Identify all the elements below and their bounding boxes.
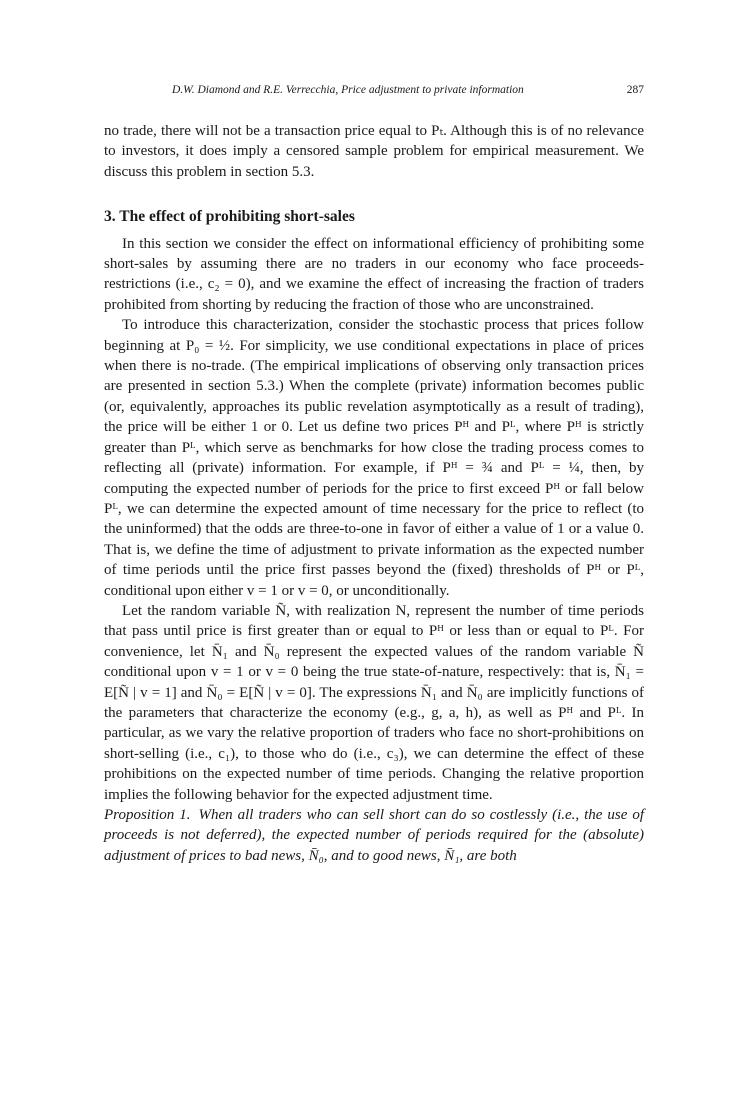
section-heading <box>104 207 644 227</box>
proposition-label: Proposition 1. <box>104 807 191 823</box>
paragraph-3: To introduce this characterization, consider the stochastic process that prices follow beginning at P₀ = ½. For simplicity, we use conditional expectations in place of prices when there is no-trade. (The empirical implications of observing only transaction prices are presented in section 5.3.) When the complete (private) information becomes public (or, equivalently, approaches its public revelation asymptotically as a result of trading), the price will be either 1 or 0. Let us define two prices Pᴴ and Pᴸ, where Pᴴ is strictly greater than Pᴸ, which serve as benchmarks for how close the trading process comes to reflecting all (private) information. For example, if Pᴴ = ¾ and Pᴸ = ¼, then, by computing the expected number of periods for the price to first exceed Pᴴ or fall below Pᴸ, we can determine the expected amount of time necessary for the price to reflect (to the uninformed) that the odds are three-to-one in favor of either a value of 1 or a value 0. That is, we define the time of adjustment to private information as the expected number of time periods until the price first passes beyond the (fixed) thresholds of Pᴴ or Pᴸ, conditional upon either v = 1 or v = 0, or unconditionally. <box>104 317 644 599</box>
running-head: D.W. Diamond and R.E. Verrecchia, Price adjustment to private information <box>172 84 524 96</box>
section-title: The effect of prohibiting short-sales <box>119 208 355 226</box>
page-number: 287 <box>626 84 644 96</box>
paragraph-2: In this section we consider the effect on informational efficiency of prohibiting some short-sales by assuming there are no traders in our economy who face proceeds-restrictions (i.e., c₂ = 0), and we examine the effect of increasing the fraction of traders prohibited from shorting by reducing the fraction of those who are unconstrained. <box>104 235 644 313</box>
paragraph-1: no trade, there will not be a transaction price equal to Pₜ. Although this is of no relevance to investors, it does imply a censored sample problem for empirical measurement. We discuss this problem in section 5.3. <box>104 123 644 180</box>
page-body <box>104 121 644 866</box>
proposition-1 <box>104 805 644 866</box>
proposition-text: When all traders who can sell short can do so costlessly (i.e., the use of proceeds is not deferred), the expected number of periods required for the (absolute) adjustment of prices to bad news, N̄₀, and to good news, N̄₁, are both <box>104 807 644 864</box>
section-number: 3. <box>104 208 116 226</box>
paragraph-4: Let the random variable Ñ, with realization N, represent the number of time periods that pass until price is first greater than or equal to Pᴴ or less than or equal to Pᴸ. For convenience, let N̄₁ and N̄₀ represent the expected values of the random variable Ñ conditional upon v = 1 or v = 0 being the true state-of-nature, respectively: that is, N̄₁ = E[Ñ | v = 1] and N̄₀ = E[Ñ | v = 0]. The expressions N̄₁ and N̄₀ are implicitly functions of the parameters that characterize the economy (e.g., g, a, h), as well as Pᴴ and Pᴸ. In particular, as we vary the relative proportion of traders who face no short-prohibitions on short-selling (i.e., c₁), to those who do (i.e., c₃), we can determine the effect of these prohibitions on the expected number of time periods. Changing the relative proportion implies the following behavior for the expected adjustment time. <box>104 602 644 803</box>
